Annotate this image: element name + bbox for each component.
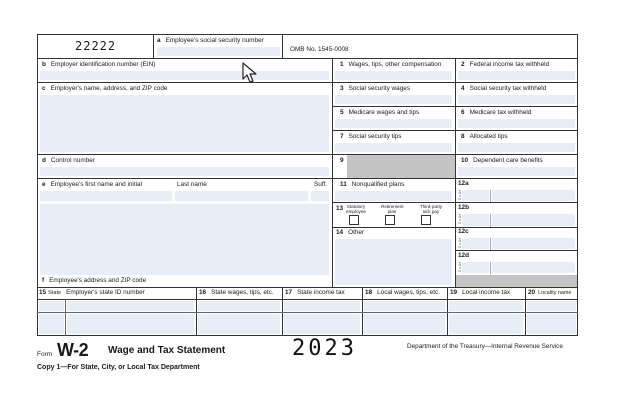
- box-10-label-wrap: [461, 158, 543, 164]
- retirement-label-2: plan: [387, 208, 397, 214]
- box-12a-num: 12a: [458, 180, 469, 187]
- box-f-num: f: [42, 277, 45, 284]
- retirement-plan-checkbox[interactable]: [385, 215, 395, 225]
- retirement-label: [381, 205, 403, 214]
- box-12b-num-wrap: [458, 205, 474, 211]
- department-label: Department of the Treasury—Internal Revenue Service: [407, 343, 563, 350]
- statutory-label: [345, 205, 367, 214]
- box-a-label: Employee's social security number: [165, 37, 264, 44]
- box-12c-code-field[interactable]: [462, 238, 489, 249]
- box-6-medicare-tax-field[interactable]: [458, 119, 575, 128]
- box-8-allocated-tips-field[interactable]: [458, 143, 575, 152]
- mouse-cursor-icon: [242, 62, 258, 84]
- box-15-num: 15: [39, 289, 47, 296]
- box-1-num: 1: [340, 61, 344, 68]
- box-e-label-wrap: [42, 182, 142, 188]
- box-c-num: c: [42, 85, 46, 92]
- sick-pay-label-2: sick pay: [422, 208, 440, 214]
- box-1-label-wrap: [340, 62, 441, 68]
- box-8-label-wrap: [461, 134, 508, 140]
- box-12a-code-field[interactable]: [462, 190, 489, 201]
- box-17-label: State income tax: [297, 289, 345, 296]
- form-name: W-2: [57, 340, 89, 360]
- box-8-label: Allocated tips: [469, 133, 508, 140]
- box-11-num: 11: [340, 181, 347, 188]
- box-12b-num: 12b: [458, 204, 470, 211]
- box-20-label-wrap: [528, 290, 571, 296]
- statutory-label-2: employee: [346, 208, 366, 214]
- control-number-field[interactable]: [40, 167, 329, 176]
- box-14-other-field[interactable]: [335, 239, 452, 285]
- box-12d-num-wrap: [458, 253, 474, 259]
- box-14-label-wrap: [336, 230, 364, 236]
- box-5-num: 5: [340, 109, 344, 116]
- box-b-label: Employer identification number (EIN): [50, 61, 156, 68]
- local-tax-field-2[interactable]: [449, 314, 523, 334]
- box-19-label-wrap: [450, 290, 510, 296]
- local-tax-field-1[interactable]: [449, 301, 523, 311]
- box-9-num: 9: [340, 157, 344, 164]
- box-17-label-wrap: [285, 290, 345, 296]
- box-4-num: 4: [461, 85, 465, 92]
- box-12b-code-field[interactable]: [462, 214, 489, 226]
- retirement-label-1: Retirement: [381, 204, 404, 209]
- box-d-label: Control number: [50, 157, 95, 164]
- local-wages-field-2[interactable]: [364, 314, 445, 334]
- state-tax-field-1[interactable]: [284, 301, 360, 311]
- box-1-label: Wages, tips, other compensation: [348, 61, 442, 68]
- state-id-field-1[interactable]: [67, 301, 194, 311]
- box-f-label-wrap: [42, 278, 146, 284]
- box-14-label: Other: [348, 229, 365, 236]
- box-b-label-wrap: [42, 62, 155, 68]
- box-16-label: State wages, tips, etc.: [211, 289, 274, 296]
- box-b-num: b: [42, 61, 46, 68]
- box-12d-num: 12d: [458, 252, 470, 259]
- third-party-sick-pay-checkbox[interactable]: [421, 215, 431, 225]
- box-c-label: Employer's name, address, and ZIP code: [50, 85, 168, 92]
- locality-field-1[interactable]: [527, 301, 576, 311]
- box-e-num: e: [42, 181, 46, 188]
- box-12b-code-label: C o d e: [458, 213, 462, 224]
- box-7-label: Social security tips: [348, 133, 402, 140]
- omb-number: OMB No. 1545-0008: [290, 46, 349, 53]
- box-2-federal-tax-field[interactable]: [458, 71, 575, 80]
- box-18-label-wrap: [365, 290, 440, 296]
- copy-line: Copy 1—For State, City, or Local Tax Department: [37, 364, 200, 371]
- box-3-label-wrap: [340, 86, 410, 92]
- box-e-last-name-label: Last name: [177, 181, 207, 188]
- form-title: Wage and Tax Statement: [108, 345, 226, 356]
- box-c-label-wrap: [42, 86, 167, 92]
- state-wages-field-2[interactable]: [198, 314, 280, 334]
- box-12-shaded: [456, 275, 577, 287]
- box-e-label: Employee's first name and initial: [50, 181, 143, 188]
- employee-suffix-field[interactable]: [311, 191, 329, 201]
- box-15-label2: Employer's state ID number: [66, 289, 145, 296]
- employee-ssn-field[interactable]: [157, 47, 280, 56]
- state-field-1[interactable]: [39, 301, 64, 311]
- box-16-label-wrap: [199, 290, 274, 296]
- state-wages-field-1[interactable]: [198, 301, 280, 311]
- box-20-label: Locality name: [538, 290, 572, 296]
- box-12c-code-label: C o d e: [458, 237, 462, 248]
- box-19-num: 19: [450, 289, 458, 296]
- box-11-nonqualified-field[interactable]: [335, 191, 452, 201]
- sick-pay-label-1: Third-party: [419, 204, 443, 209]
- box-5-label-wrap: [340, 110, 419, 116]
- box-18-label: Local wages, tips, etc.: [377, 289, 440, 296]
- box-12b-amount-field[interactable]: [492, 214, 575, 226]
- box-3-num: 3: [340, 85, 344, 92]
- box-12a-code-label: C o d e: [458, 189, 462, 200]
- box-a-num: a: [157, 37, 161, 44]
- form-word: Form: [37, 351, 53, 358]
- box-12d-code-field[interactable]: [462, 262, 489, 273]
- employee-first-name-field[interactable]: [40, 191, 172, 201]
- box-2-num: 2: [461, 61, 465, 68]
- box-e-suffix-label: Suff.: [314, 181, 328, 188]
- employee-last-name-field[interactable]: [175, 191, 308, 201]
- box-12a-num-wrap: [458, 181, 474, 187]
- box-1-wages-field[interactable]: [335, 71, 452, 80]
- box-4-label-wrap: [461, 86, 546, 92]
- box-18-num: 18: [365, 289, 373, 296]
- box-2-label: Federal income tax withheld: [469, 61, 550, 68]
- statutory-label-1: Statutory: [346, 204, 366, 209]
- box-10-label: Dependent care benefits: [473, 157, 543, 164]
- employer-name-address-field[interactable]: [40, 95, 329, 152]
- box-d-label-wrap: [42, 158, 95, 164]
- state-id-field-2[interactable]: [67, 314, 194, 334]
- box-17-num: 17: [285, 289, 293, 296]
- tax-year: 2023: [292, 336, 357, 361]
- control-code: 22222: [75, 39, 117, 53]
- box-5-medicare-wages-field[interactable]: [335, 119, 452, 128]
- box-4-label: Social security tax withheld: [469, 85, 547, 92]
- sick-pay-label: [418, 205, 444, 214]
- box-7-ss-tips-field[interactable]: [335, 143, 452, 152]
- box-f-label: Employee's address and ZIP code: [49, 277, 147, 284]
- box-15-label: State: [48, 290, 62, 296]
- box-8-num: 8: [461, 133, 465, 140]
- box-10-dependent-care-field[interactable]: [458, 167, 575, 176]
- box-12a-amount-field[interactable]: [492, 190, 575, 201]
- box-4-ss-tax-field[interactable]: [458, 95, 575, 104]
- box-11-label: Nonqualified plans: [351, 181, 405, 188]
- box-d-num: d: [42, 157, 46, 164]
- box-12d-code-label: C o d e: [458, 261, 462, 272]
- box-11-label-wrap: [340, 182, 404, 188]
- box-16-num: 16: [199, 289, 207, 296]
- box-6-label-wrap: [461, 110, 531, 116]
- box-13-num: 13: [336, 205, 344, 212]
- box-5-label: Medicare wages and tips: [348, 109, 420, 116]
- state-tax-field-2[interactable]: [284, 314, 360, 334]
- box-2-label-wrap: [461, 62, 549, 68]
- box-12c-amount-field[interactable]: [492, 238, 575, 249]
- box-3-label: Social security wages: [348, 85, 411, 92]
- box-a-label-wrap: [157, 38, 264, 44]
- box-6-num: 6: [461, 109, 465, 116]
- box-9-shaded: [347, 155, 455, 178]
- box-7-num: 7: [340, 133, 344, 140]
- employee-address-field[interactable]: [40, 204, 329, 275]
- box-12d-amount-field[interactable]: [492, 262, 575, 273]
- box-19-label: Local income tax: [462, 289, 511, 296]
- box-10-num: 10: [461, 157, 469, 164]
- box-20-num: 20: [528, 289, 536, 296]
- employer-ein-field[interactable]: [40, 71, 329, 80]
- box-15-label-wrap: [39, 290, 145, 297]
- box-6-label: Medicare tax withheld: [469, 109, 532, 116]
- box-3-ss-wages-field[interactable]: [335, 95, 452, 104]
- state-field-2[interactable]: [39, 314, 64, 334]
- box-12c-num: 12c: [458, 228, 469, 235]
- box-14-num: 14: [336, 229, 344, 236]
- local-wages-field-1[interactable]: [364, 301, 445, 311]
- box-7-label-wrap: [340, 134, 401, 140]
- box-9-label-wrap: [340, 158, 349, 164]
- locality-field-2[interactable]: [527, 314, 576, 334]
- box-12c-num-wrap: [458, 229, 474, 235]
- statutory-employee-checkbox[interactable]: [349, 215, 359, 225]
